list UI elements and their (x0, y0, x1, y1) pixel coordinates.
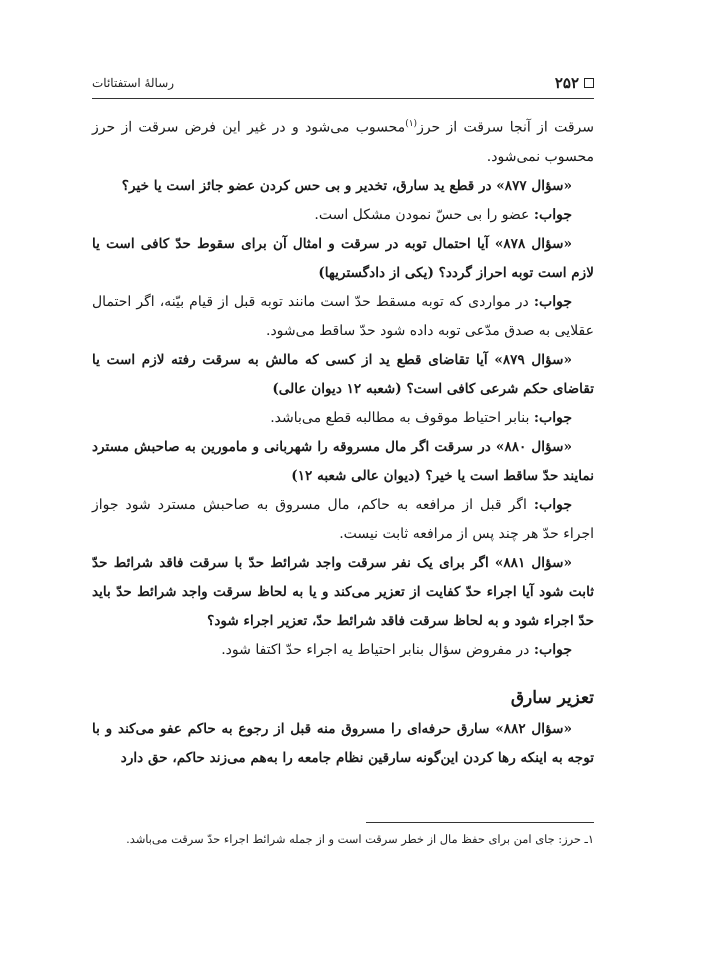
answer-label: جواب: (533, 409, 572, 426)
paragraph-intro (92, 110, 594, 172)
book-title: رسالهٔ استفتائات (92, 76, 175, 90)
answer-text: عضو را بی حسّ نمودن مشکل است. (314, 206, 530, 223)
answer-880 (92, 491, 594, 549)
question-881: «سؤال ۸۸۱» اگر برای یک نفر سرقت واجد شرائط حدّ با سرقت فاقد شرائط حدّ ثابت شود آیا اجراء حدّ کفایت از تعزیر می‌کند و یا به لحاظ سرقت واجد شرائط حدّ باید حدّ اجراء شود و به لحاظ سرقت فاقد شرائط حدّ، تعزیر اجراء شود؟ (92, 554, 594, 629)
answer-label: جواب: (533, 206, 572, 223)
question-877: «سؤال ۸۷۷» در قطع ید سارق، تخدیر و بی حس کردن عضو جائز است یا خیر؟ (121, 177, 572, 194)
answer-text: اگر قبل از مرافعه به حاکم، مال مسروق به صاحبش مسترد شود جواز اجراء حدّ هر چند پس از مرافعه ثابت نیست. (92, 496, 594, 542)
answer-879 (92, 404, 594, 433)
answer-label: جواب: (533, 496, 573, 513)
question-879: «سؤال ۸۷۹» آیا تقاضای قطع ید از کسی که مالش به سرقت رفته لازم است یا تقاضای حکم شرعی کافی است؟ (شعبه ۱۲ دیوان عالی) (92, 351, 594, 397)
question-878: «سؤال ۸۷۸» آیا احتمال توبه در سرقت و امثال آن برای سقوط حدّ کافی است یا لازم است توبه احراز گردد؟ (یکی از دادگستریها) (92, 235, 594, 281)
answer-877 (92, 201, 594, 230)
answer-text: بنابر احتیاط موقوف به مطالبه قطع می‌باشد. (270, 409, 530, 426)
page-number-text: ۲۵۲ (554, 74, 579, 92)
intro-text: سرقت از آنجا سرقت از حرز (417, 119, 594, 136)
header-divider (92, 98, 594, 99)
page-number (555, 74, 594, 92)
footnote-ref: (۱) (405, 119, 418, 129)
section-title: تعزیر سارق (510, 687, 594, 708)
footnote-divider (366, 822, 594, 823)
answer-text: در مفروض سؤال بنابر احتیاط یه اجراء حدّ اکتفا شود. (221, 641, 530, 658)
question-880: «سؤال ۸۸۰» در سرقت اگر مال مسروقه را شهربانی و مامورین به صاحبش مسترد نمایند حدّ ساقط است یا خیر؟ (دیوان عالی شعبه ۱۲) (92, 438, 594, 484)
question-882: «سؤال ۸۸۲» سارق حرفه‌ای را مسروق منه قبل از رجوع به حاکم عفو می‌کند و با توجه به اینکه رها کردن این‌گونه سارقین نظام جامعه را به‌هم می‌زند حاکم، حق دارد (92, 720, 594, 766)
square-icon (584, 78, 594, 88)
page-header (92, 72, 594, 94)
answer-text: در مواردی که توبه مسقط حدّ است مانند توبه قبل از قیام بیّنه، اگر احتمال عقلایی به صدق مدّعی توبه داده شود حدّ ساقط می‌شود. (92, 293, 594, 339)
intro-text-rest: محسوب می‌شود و در غیر این فرض سرقت از حرز محسوب نمی‌شود. (92, 119, 594, 165)
page-body (92, 110, 594, 773)
footnote: ۱ـ حرز: جای امن برای حفظ مال از خطر سرقت است و از جمله شرائط اجراء حدّ سرقت می‌باشد. (126, 832, 594, 846)
answer-881 (92, 636, 594, 665)
answer-label: جواب: (533, 641, 572, 658)
answer-label: جواب: (533, 293, 572, 310)
answer-878 (92, 288, 594, 346)
